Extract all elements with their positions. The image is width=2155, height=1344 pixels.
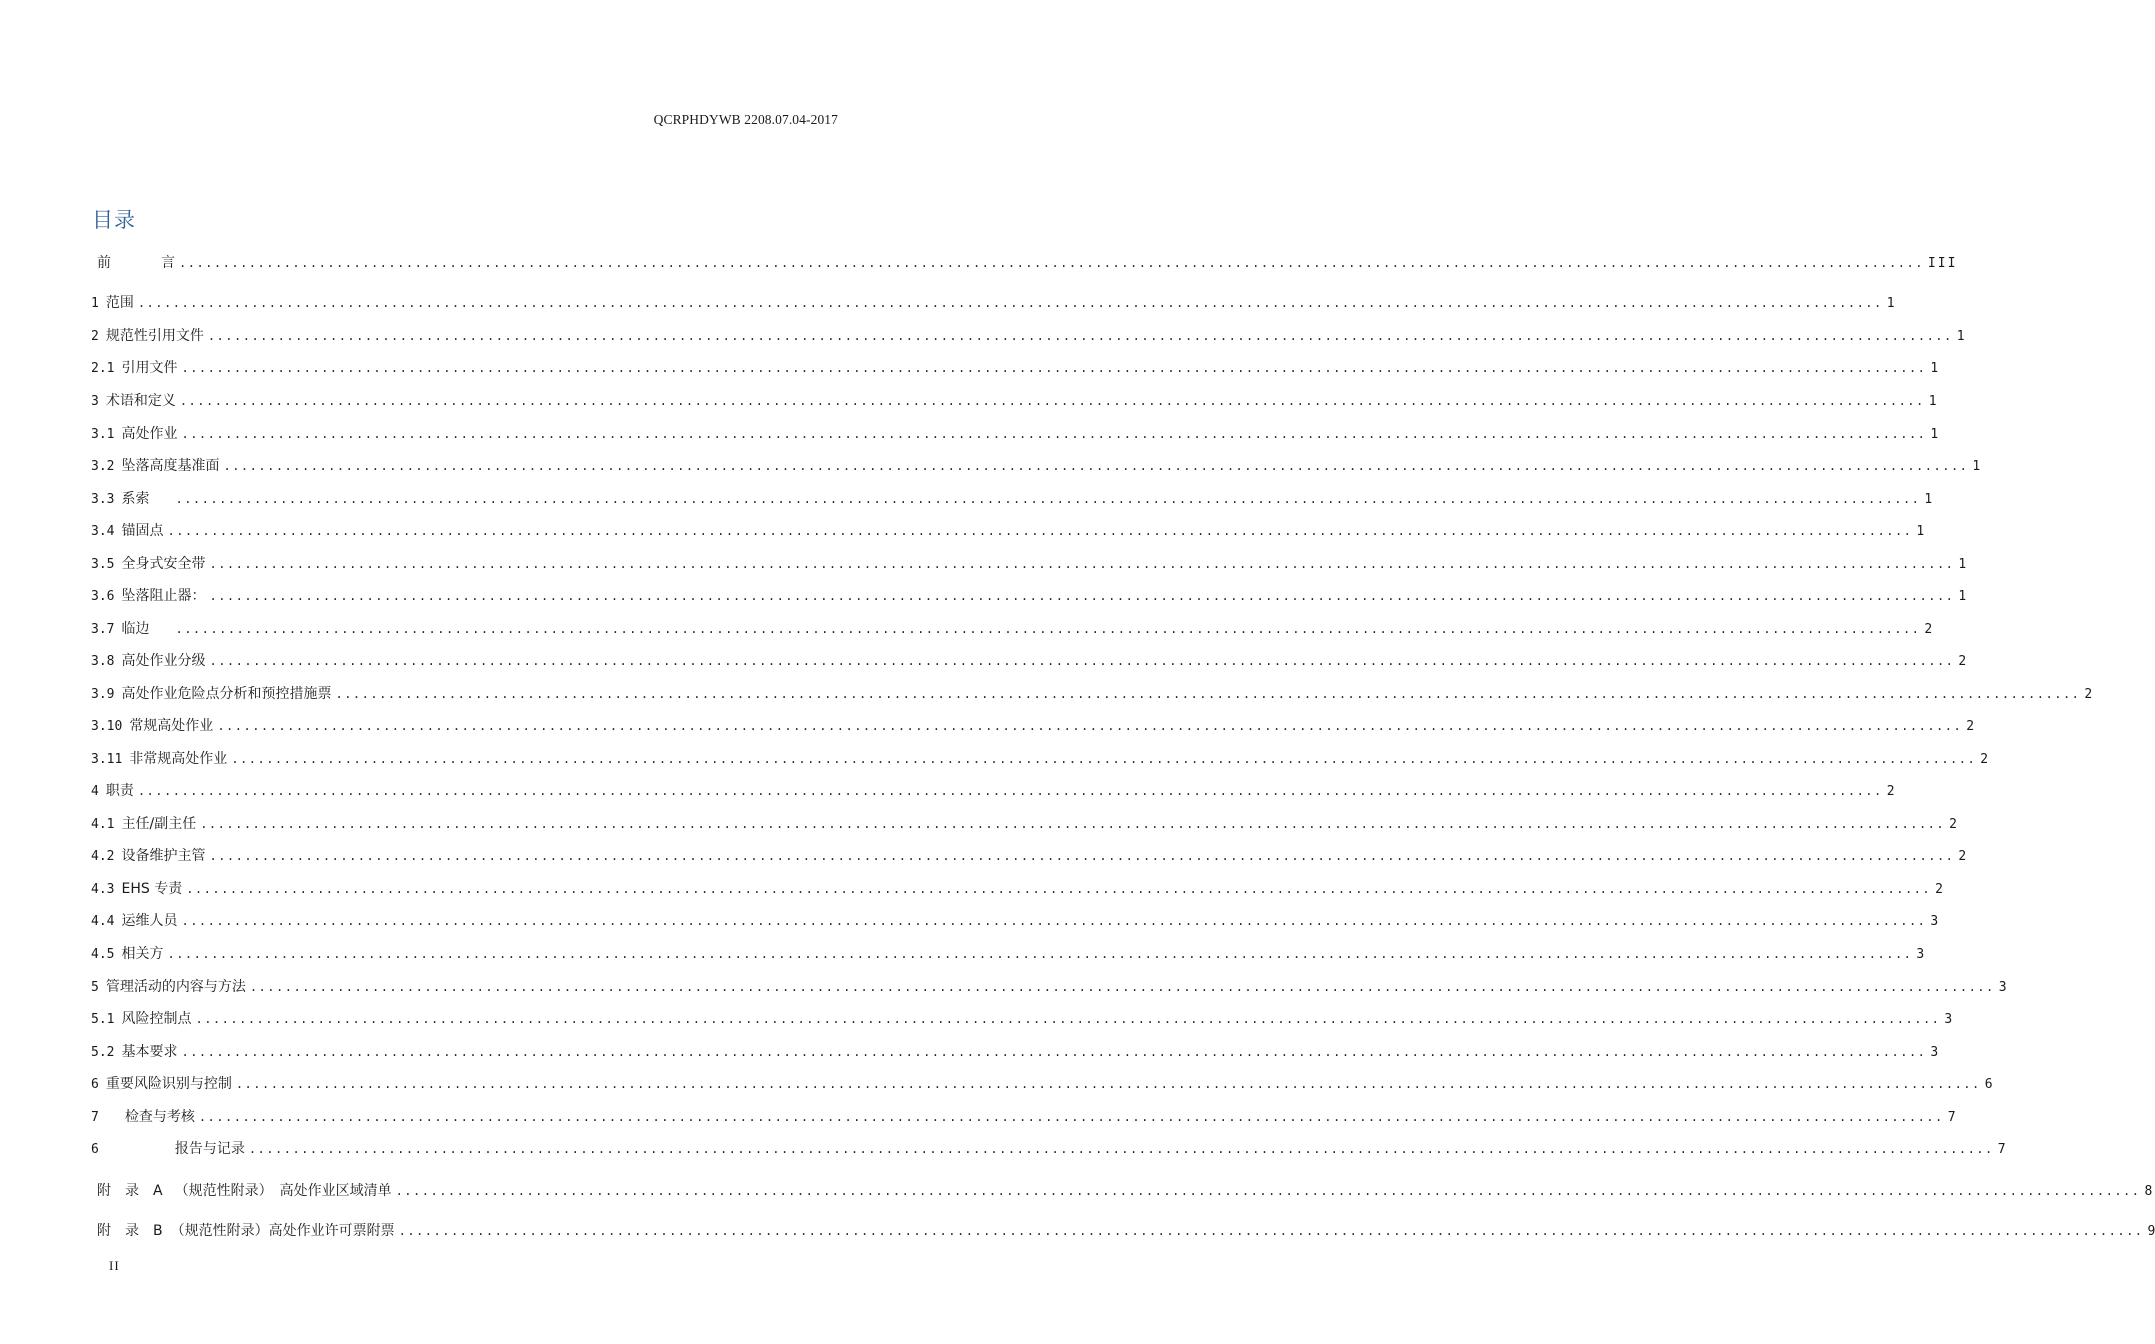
- toc-entry-number: 3.1: [91, 427, 115, 442]
- toc-leader-dots: ........................................................................................................................................................................................................: [398, 1224, 2144, 1238]
- toc-entry-page: III: [1927, 256, 1958, 271]
- toc-leader-dots: ........................................................................................................................................................................................................: [181, 427, 1927, 441]
- toc-entry-label: [91, 944, 163, 965]
- toc-entry[interactable]: [91, 554, 1967, 574]
- toc-entry-page: 1: [1886, 296, 1895, 311]
- toc-entry-page: 1: [1924, 492, 1933, 507]
- toc-entry-text: 高处作业分级: [121, 653, 206, 669]
- page-number: II: [109, 1258, 120, 1273]
- toc-entry-page: 1: [1930, 427, 1939, 442]
- toc-leader-dots: ........................................................................................................................................................................................................: [209, 654, 1955, 668]
- toc-entry[interactable]: [91, 1139, 2006, 1159]
- toc-leader-dots: ........................................................................................................................................................................................................: [186, 882, 1932, 896]
- toc-entry[interactable]: [97, 1221, 2155, 1241]
- toc-entry-text: 基本要求: [121, 1044, 178, 1060]
- toc-entry-number: 附 录 B: [97, 1223, 163, 1239]
- toc-entry-number: 2: [91, 329, 99, 344]
- toc-entry-page: 3: [1944, 1012, 1953, 1027]
- toc-entry-number: 4.5: [91, 947, 115, 962]
- toc-entry[interactable]: [91, 651, 1967, 671]
- toc-entry[interactable]: [97, 1181, 2153, 1201]
- toc-entry-number: 6: [91, 1077, 99, 1092]
- toc-entry-label: [91, 1009, 191, 1030]
- toc-entry[interactable]: [91, 944, 1925, 964]
- toc-entry-label: [91, 391, 176, 412]
- toc-entry-page: 1: [1930, 361, 1939, 376]
- toc-entry-number: 4.2: [91, 849, 115, 864]
- toc-entry-text: 常规高处作业: [129, 718, 214, 734]
- toc-entry[interactable]: [91, 1074, 1993, 1094]
- toc-entry-number: 3.6: [91, 589, 115, 604]
- toc-entry[interactable]: [91, 1009, 1953, 1029]
- toc-entry-text: 检查与考核: [124, 1109, 195, 1125]
- toc-entry-page: 2: [1886, 784, 1895, 799]
- toc-title: 目录: [92, 208, 136, 232]
- toc-entry-page: 2: [1966, 719, 1975, 734]
- toc-entry-label: [91, 586, 205, 607]
- toc-entry-text: 职责: [105, 783, 134, 799]
- toc-entry-text: 锚固点: [121, 523, 164, 539]
- toc-leader-dots: ........................................................................................................................................................................................................: [195, 1012, 1941, 1026]
- toc-entry-number: 2.1: [91, 361, 115, 376]
- toc-entry[interactable]: [91, 619, 1933, 639]
- toc-entry-label: [97, 1181, 392, 1201]
- toc-entry-label: [91, 456, 219, 477]
- toc-leader-dots: ........................................................................................................................................................................................................: [181, 361, 1927, 375]
- toc-entry-text: 坠落高度基准面: [121, 458, 220, 474]
- toc-leader-dots: ........................................................................................................................................................................................................: [223, 459, 1969, 473]
- toc-entry-page: 1: [1958, 589, 1967, 604]
- toc-entry-label: [91, 619, 171, 640]
- toc-entry[interactable]: [91, 781, 1895, 801]
- toc-entry-number: 附 录 A: [97, 1183, 163, 1199]
- toc-entry[interactable]: [91, 456, 1981, 476]
- toc-leader-dots: ........................................................................................................................................................................................................: [248, 1142, 1994, 1156]
- toc-entry-label: [97, 253, 175, 273]
- toc-entry-text: 相关方: [121, 946, 164, 962]
- toc-entry[interactable]: [91, 684, 2093, 704]
- toc-entry-number: 5: [91, 980, 99, 995]
- toc-leader-dots: ........................................................................................................................................................................................................: [167, 947, 1913, 961]
- toc-leader-dots: ........................................................................................................................................................................................................: [209, 589, 1955, 603]
- toc-entry-number: 4.1: [91, 817, 115, 832]
- toc-entry-text: 术语和定义: [105, 393, 176, 409]
- toc-entry[interactable]: [91, 489, 1933, 509]
- toc-entry[interactable]: [91, 391, 1937, 411]
- toc-entry-page: 3: [1916, 947, 1925, 962]
- toc-entry-page: 9: [2147, 1224, 2155, 1239]
- toc-leader-dots: ........................................................................................................................................................................................................: [198, 1110, 1944, 1124]
- toc-entry-text: 设备维护主管: [121, 848, 206, 864]
- toc-entry-number: 3: [91, 394, 99, 409]
- toc-entry-text: 高处作业: [121, 426, 178, 442]
- toc-entry-text: 规范性引用文件: [105, 328, 204, 344]
- toc-entry-label: [91, 651, 205, 672]
- toc-entry-page: 2: [1949, 817, 1957, 832]
- toc-leader-dots: ........................................................................................................................................................................................................: [335, 687, 2081, 701]
- toc-entry-number: 3.2: [91, 459, 115, 474]
- toc-entry-text: 临边: [121, 621, 150, 637]
- toc-entry-text: 全身式安全带: [121, 556, 206, 572]
- toc-leader-dots: ........................................................................................................................................................................................................: [209, 557, 1955, 571]
- toc-leader-dots: ........................................................................................................................................................................................................: [137, 296, 1883, 310]
- toc-entry-text: 系索: [121, 491, 150, 507]
- toc-entry-text: 非常规高处作业: [129, 751, 228, 767]
- toc-entry-page: 2: [1924, 622, 1933, 637]
- toc-entry-page: 2: [1935, 882, 1943, 897]
- toc-entry-number: 7: [91, 1110, 99, 1125]
- toc-entry-page: 2: [1958, 654, 1967, 669]
- toc-entry-number: 前: [97, 255, 111, 271]
- toc-entry-label: [91, 911, 177, 932]
- toc-leader-dots: ........................................................................................................................................................................................................: [175, 622, 1921, 636]
- toc-entry-page: 2: [1958, 849, 1967, 864]
- toc-entry-label: [91, 684, 331, 705]
- toc-entry-page: 7: [1947, 1110, 1956, 1125]
- toc-entry[interactable]: [91, 977, 2007, 997]
- toc-entry[interactable]: [91, 424, 1939, 444]
- toc-entry-number: 3.10: [91, 719, 123, 734]
- toc-entry-label: [91, 489, 171, 510]
- toc-entry-label: [91, 749, 227, 770]
- toc-entry[interactable]: [91, 1042, 1939, 1062]
- toc-entry-text: 风险控制点: [121, 1011, 192, 1027]
- toc-entry[interactable]: [91, 879, 1943, 899]
- toc-entry-text: EHS 专责: [121, 881, 183, 897]
- toc-leader-dots: ........................................................................................................................................................................................................: [209, 849, 1955, 863]
- toc-entry-number: 3.11: [91, 752, 123, 767]
- toc-entry-label: [91, 781, 134, 802]
- toc-entry-text: （规范性附录） 高处作业区域清单: [174, 1183, 392, 1199]
- toc-entry[interactable]: [91, 814, 1957, 834]
- toc-entry[interactable]: [91, 326, 1965, 346]
- toc-entry-label: [91, 326, 204, 347]
- toc-entry-text: 引用文件: [121, 360, 178, 376]
- toc-entry-text: 范围: [105, 295, 134, 311]
- toc-leader-dots: ........................................................................................................................................................................................................: [179, 394, 1925, 408]
- toc-leader-dots: ........................................................................................................................................................................................................: [200, 817, 1946, 831]
- toc-entry-number: 3.5: [91, 557, 115, 572]
- document-code: QCRPHDYWB 2208.07.04-2017: [653, 112, 838, 127]
- toc-entry[interactable]: [91, 293, 1895, 313]
- toc-entry[interactable]: [91, 716, 1975, 736]
- toc-entry-label: [91, 879, 182, 900]
- toc-entry-label: [91, 814, 196, 835]
- toc-entry-page: 6: [1984, 1077, 1993, 1092]
- toc-entry[interactable]: [91, 749, 1989, 769]
- toc-leader-dots: ........................................................................................................................................................................................................: [217, 719, 1963, 733]
- toc-entry-page: 8: [2144, 1184, 2153, 1199]
- toc-entry-text: 重要风险识别与控制: [105, 1076, 232, 1092]
- toc-entry[interactable]: [91, 358, 1939, 378]
- toc-entry-number: 5.1: [91, 1012, 115, 1027]
- toc-entry-page: 7: [1997, 1142, 2006, 1157]
- toc-entry-label: [91, 554, 205, 575]
- toc-entry-page: 1: [1928, 394, 1937, 409]
- toc-entry-number: 3.7: [91, 622, 115, 637]
- toc-entry-number: 3.4: [91, 524, 115, 539]
- toc-entry-text: （规范性附录）高处作业许可票附票: [170, 1223, 395, 1239]
- toc-entry-label: [91, 716, 213, 737]
- toc-entry[interactable]: [91, 911, 1939, 931]
- toc-leader-dots: ........................................................................................................................................................................................................: [175, 492, 1921, 506]
- toc-entry-number: 1: [91, 296, 99, 311]
- toc-entry-text: 坠落阻止器：: [121, 588, 206, 604]
- toc-entry-text: 运维人员: [121, 913, 178, 929]
- toc-entry-label: [91, 293, 134, 314]
- toc-entry-number: 4.3: [91, 882, 115, 897]
- toc-entry-number: 6: [91, 1142, 99, 1157]
- toc-entry-number: 5.2: [91, 1045, 115, 1060]
- toc-entry-label: [91, 1107, 195, 1128]
- toc-entry-number: 3.3: [91, 492, 115, 507]
- toc-entry-text: 言: [161, 255, 175, 271]
- toc-entry-number: 4: [91, 784, 99, 799]
- toc-leader-dots: ........................................................................................................................................................................................................: [181, 1045, 1927, 1059]
- toc-entry-page: 1: [1956, 329, 1965, 344]
- toc-entry-text: 报告与记录: [174, 1141, 245, 1157]
- toc-entry-number: 3.9: [91, 687, 115, 702]
- toc-entry-page: 1: [1958, 557, 1967, 572]
- toc-entry-text: 高处作业危险点分析和预控措施票: [121, 686, 332, 702]
- toc-entry-text: 主任/副主任: [121, 816, 197, 832]
- toc-entry-page: 1: [1972, 459, 1981, 474]
- toc-entry-label: [91, 521, 163, 542]
- toc-leader-dots: ........................................................................................................................................................................................................: [179, 256, 1924, 270]
- toc-entry[interactable]: [91, 1107, 1956, 1127]
- toc-entry-label: [91, 424, 177, 445]
- toc-entry-label: [91, 846, 205, 867]
- toc-entry-page: 3: [1930, 1045, 1939, 1060]
- toc-entry-label: [91, 1139, 245, 1160]
- toc-entry-label: [97, 1221, 395, 1241]
- toc-entry-label: [91, 358, 177, 379]
- toc-leader-dots: ........................................................................................................................................................................................................: [231, 752, 1977, 766]
- toc-entry[interactable]: [91, 521, 1925, 541]
- toc-entry-page: 3: [1998, 980, 2007, 995]
- toc-leader-dots: ........................................................................................................................................................................................................: [249, 980, 1995, 994]
- toc-leader-dots: ........................................................................................................................................................................................................: [395, 1184, 2141, 1198]
- toc-entry-text: 管理活动的内容与方法: [105, 979, 246, 995]
- toc-leader-dots: ........................................................................................................................................................................................................: [207, 329, 1953, 343]
- toc-entry-number: 4.4: [91, 914, 115, 929]
- toc-entry-page: 1: [1916, 524, 1925, 539]
- toc-entry-page: 2: [2084, 687, 2093, 702]
- toc-entry-label: [91, 977, 246, 998]
- toc-entry-label: [91, 1042, 177, 1063]
- toc-entry[interactable]: [91, 586, 1967, 606]
- toc-entry[interactable]: [97, 253, 1958, 273]
- toc-entry[interactable]: [91, 846, 1967, 866]
- toc-entry-number: 3.8: [91, 654, 115, 669]
- toc-leader-dots: ........................................................................................................................................................................................................: [181, 914, 1927, 928]
- toc-entry-page: 3: [1930, 914, 1939, 929]
- toc-leader-dots: ........................................................................................................................................................................................................: [167, 524, 1913, 538]
- toc-entry-label: [91, 1074, 232, 1095]
- toc-leader-dots: ........................................................................................................................................................................................................: [235, 1077, 1981, 1091]
- toc-leader-dots: ........................................................................................................................................................................................................: [137, 784, 1883, 798]
- toc-entry-page: 2: [1980, 752, 1989, 767]
